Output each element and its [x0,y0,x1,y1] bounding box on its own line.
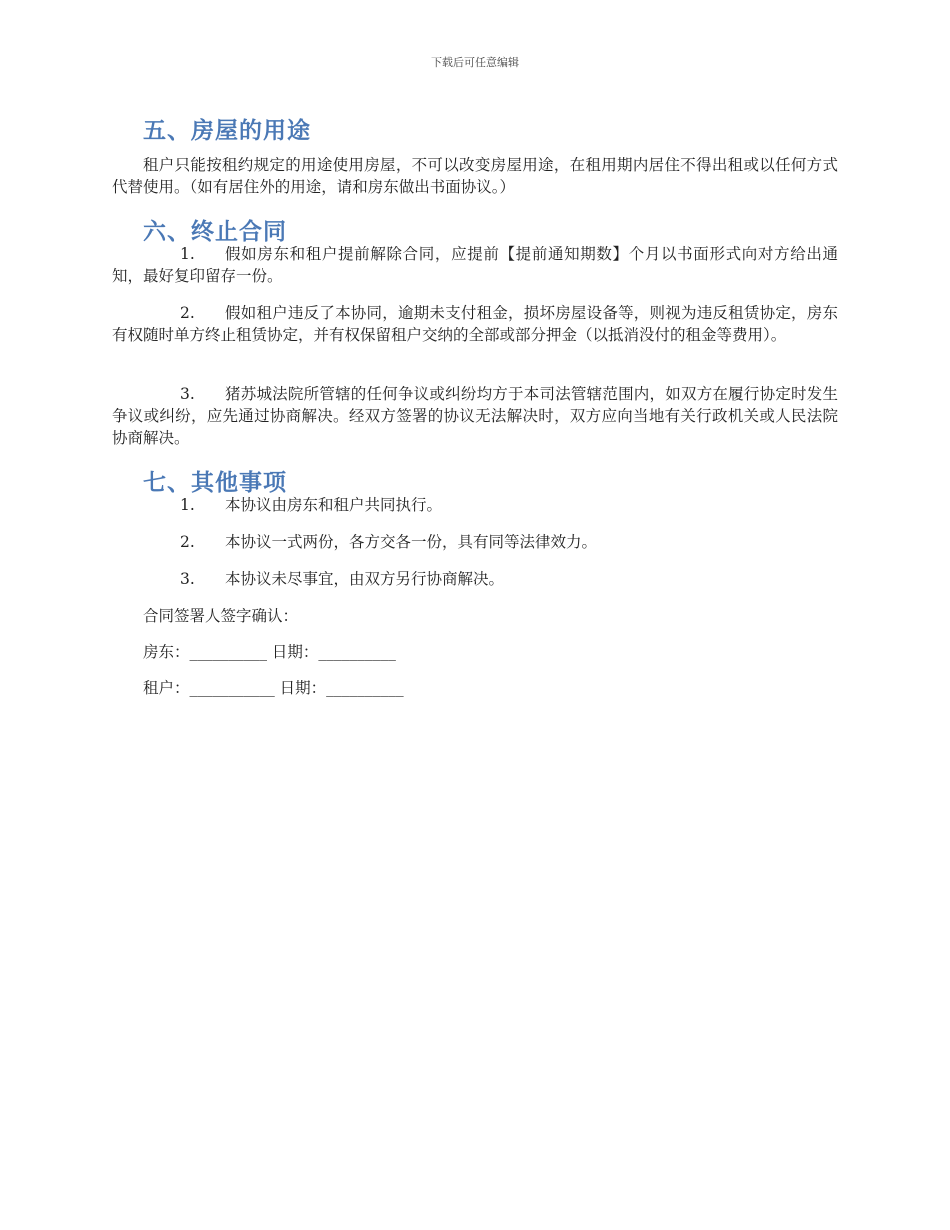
item-text: 本协议未尽事宜，由双方另行协商解决。 [225,570,505,588]
item-text: 本协议一式两份，各方交各一份，具有同等法律效力。 [225,533,598,551]
signature-intro: 合同签署人签字确认： [143,607,299,625]
section-title-termination: 六、终止合同 [143,219,287,245]
page-header: 下载后可任意编辑 [431,56,519,69]
termination-item-3 [112,383,838,449]
section-title-other: 七、其他事项 [143,470,287,496]
item-number: 1. [180,245,195,263]
item-text: 假如租户违反了本协同，逾期未支付租金，损坏房屋设备等，则视为违反租赁协定，房东有权随时单方终止租赁协定，并有权保留租户交纳的全部或部分押金（以抵消没付的租金等费用）。 [112,304,838,344]
termination-item-1 [112,243,838,287]
item-number: 1. [180,496,195,514]
usage-paragraph: 租户只能按租约规定的用途使用房屋，不可以改变房屋用途，在租用期内居住不得出租或以任何方式代替使用。（如有居住外的用途，请和房东做出书面协议。） [112,156,838,196]
other-item-2 [112,531,838,553]
item-number: 3. [180,570,195,588]
other-item-1 [112,494,838,516]
item-number: 2. [180,533,195,551]
tenant-signature-line: 租户：___________ 日期：__________ [143,679,404,697]
item-text: 猪苏城法院所管辖的任何争议或纠纷均方于本司法管辖范围内，如双方在履行协定时发生争议或纠纷，应先通过协商解决。经双方签署的协议无法解决时，双方应向当地有关行政机关或人民法院协商解决。 [112,385,838,447]
termination-item-2 [112,302,838,346]
landlord-signature-line: 房东：__________ 日期：__________ [143,643,396,661]
other-item-3 [112,568,838,590]
item-number: 3. [180,385,195,403]
item-text: 本协议由房东和租户共同执行。 [225,496,443,514]
item-text: 假如房东和租户提前解除合同，应提前【提前通知期数】个月以书面形式向对方给出通知，最好复印留存一份。 [112,245,838,285]
section-title-usage: 五、房屋的用途 [143,118,311,144]
item-number: 2. [180,304,195,322]
